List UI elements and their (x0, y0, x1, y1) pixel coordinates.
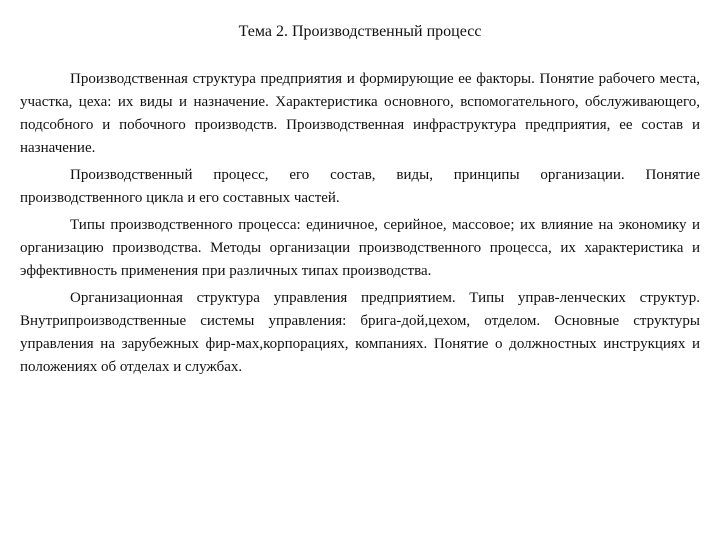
paragraph-process-types: Типы производственного процесса: единичное, серийное, массовое; их влияние на экономику и организацию производства. Методы организации производственного процесса, их характеристика и эффективность применения при различных типах производства. (20, 217, 700, 279)
document-title: Тема 2. Производственный процесс (238, 23, 482, 40)
paragraph-management-structure: Организационная структура управления предприятием. Типы управ-ленческих структур. Внутрипроизводственные системы управления: брига-дой,цехом, отделом. Основные структуры управления на зарубежных фир-мах,корпорациях, компаниях. Понятие о должностных инструкциях и положениях об отделах и службах. (20, 290, 700, 375)
paragraph-production-process: Производственный процесс, его состав, виды, принципы организации. Понятие производственного цикла и его составных частей. (20, 167, 700, 206)
paragraph-production-structure: Производственная структура предприятия и формирующие ее факторы. Понятие рабочего места, участка, цеха: их виды и назначение. Характеристика основного, вспомогательного, обслуживающего, подсобного и побочного производств. Производственная инфраструктура предприятия, ее состав и назначение. (20, 71, 700, 156)
